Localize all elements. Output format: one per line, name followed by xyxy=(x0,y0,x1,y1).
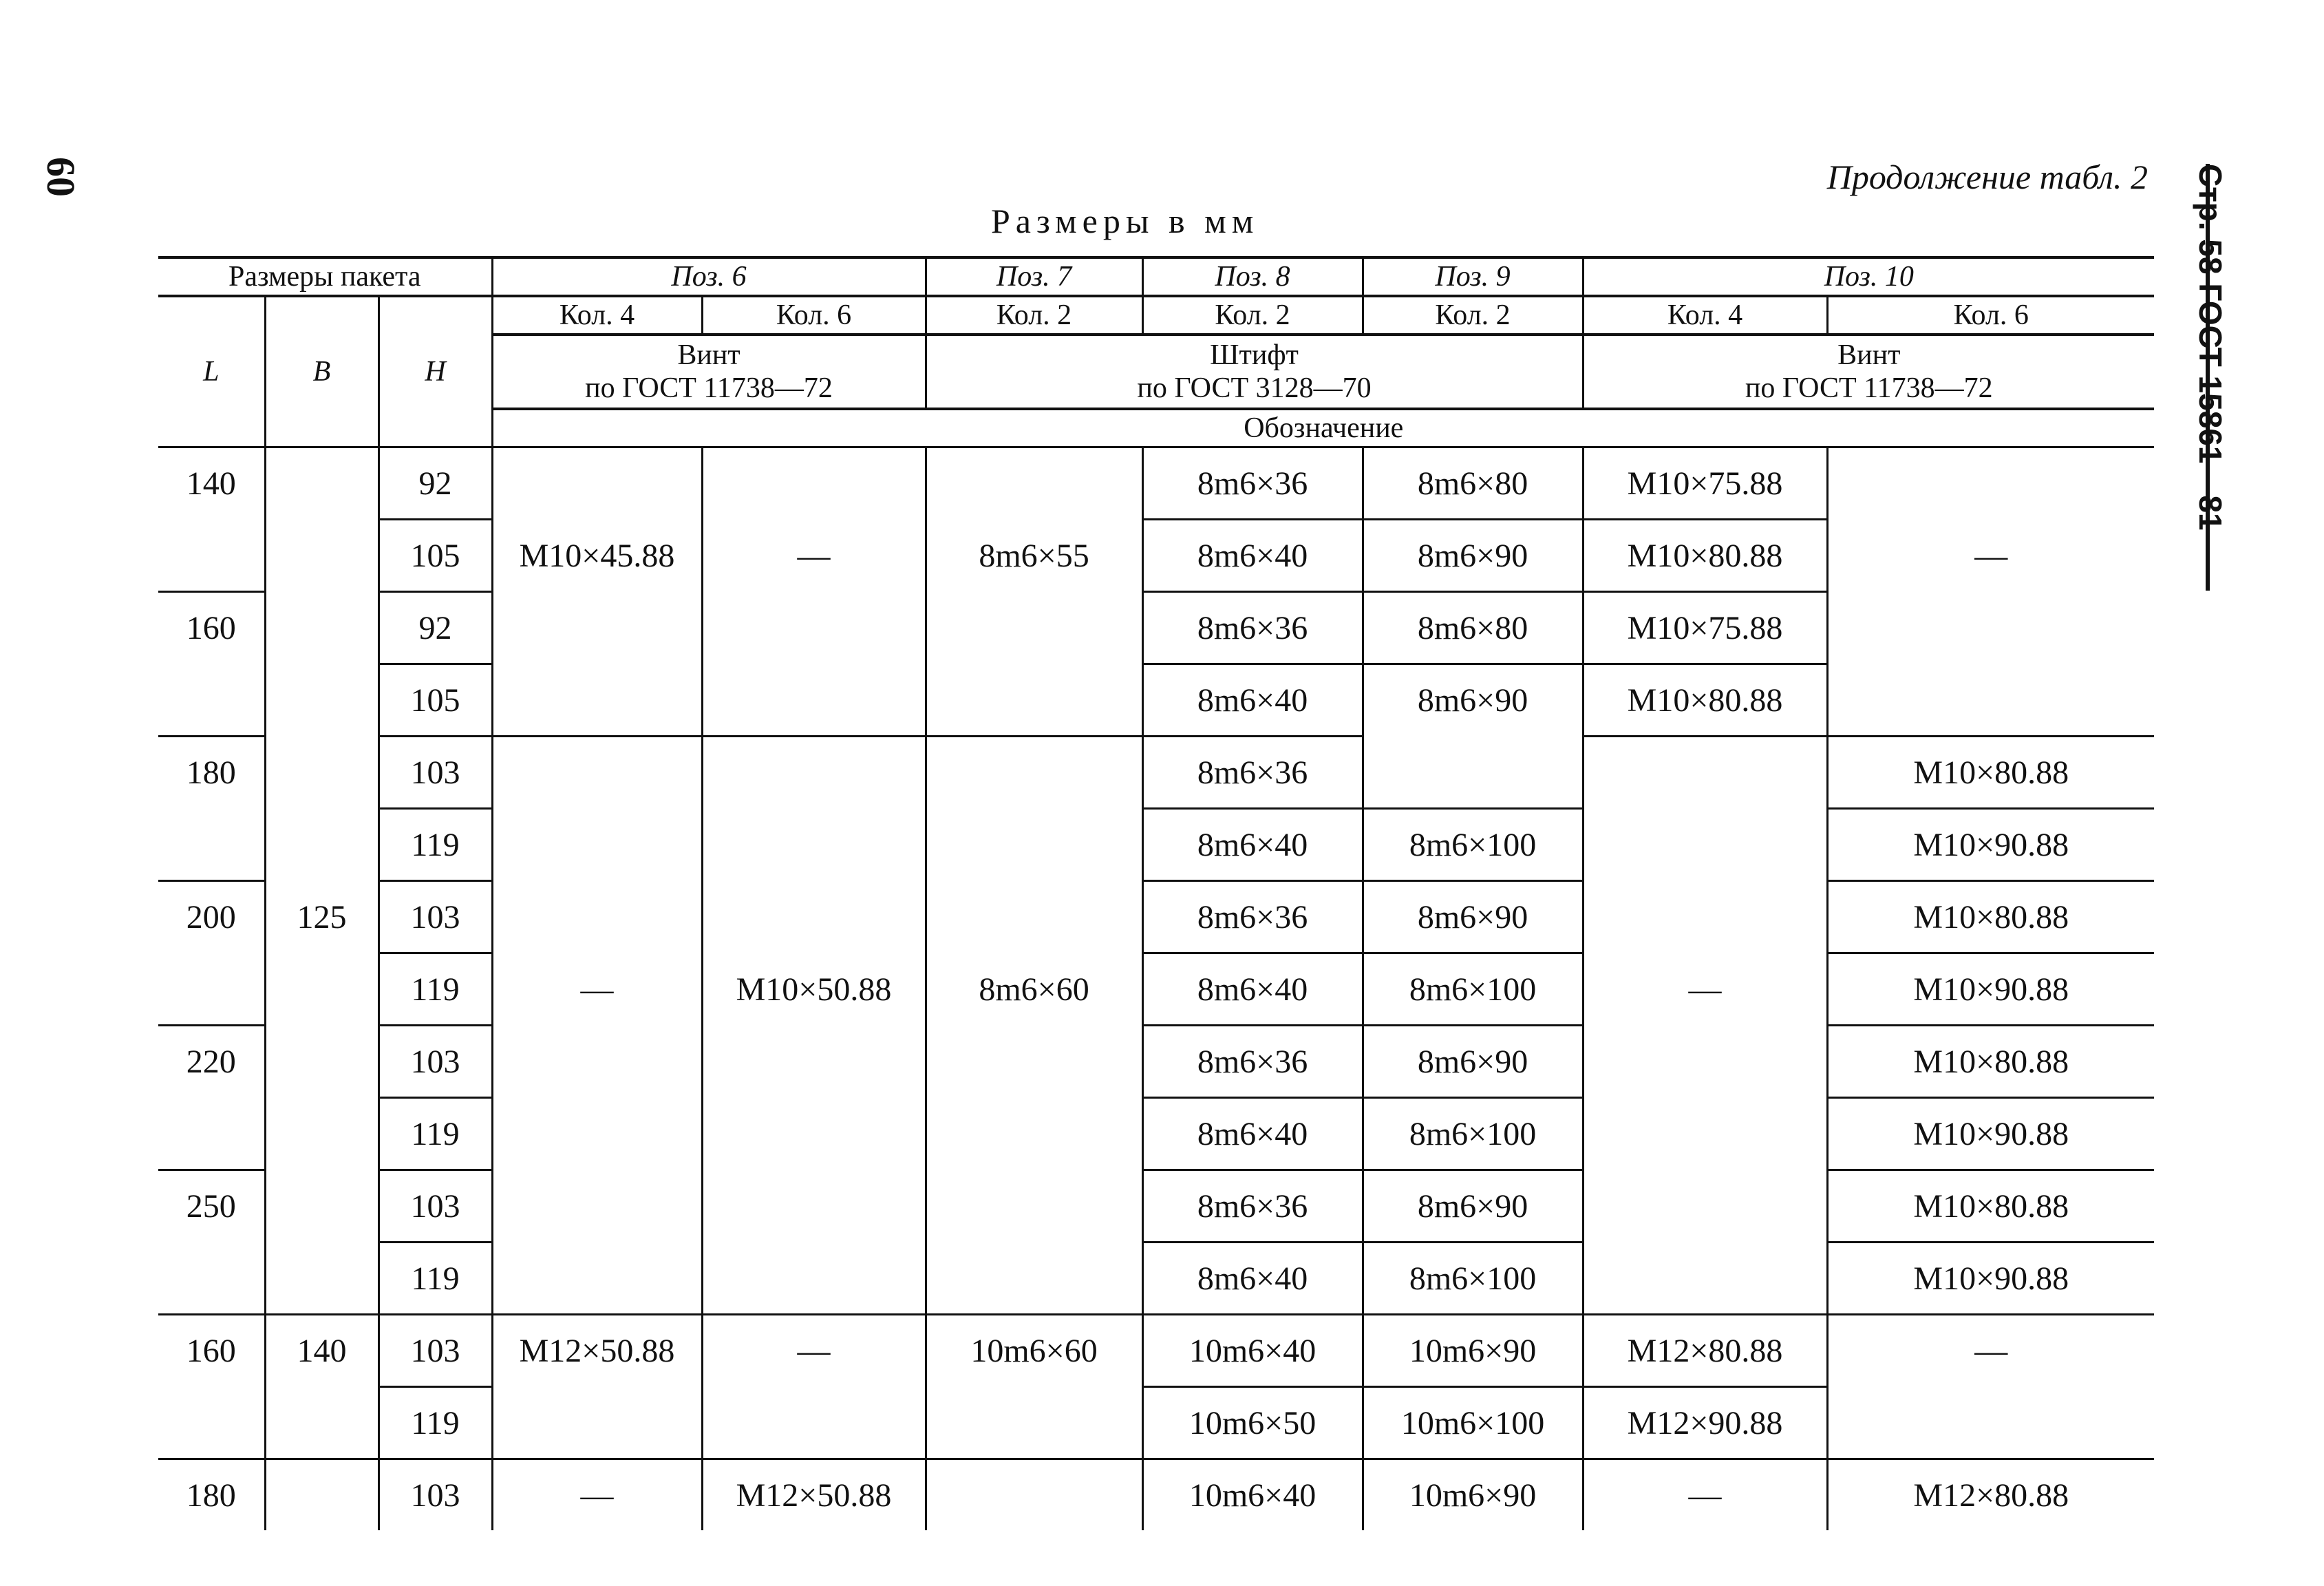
cell-p8: 10m6×50 xyxy=(1142,1387,1363,1459)
vint-label-10: Винт xyxy=(1837,339,1901,371)
cell-p8: 8m6×40 xyxy=(1142,953,1363,1026)
cell-B xyxy=(265,447,379,520)
cell-L xyxy=(158,1387,265,1459)
cell-L: 250 xyxy=(186,1188,236,1225)
cell-p6b xyxy=(702,592,926,664)
cell-p6a xyxy=(492,1098,702,1170)
cell-p8: 8m6×36 xyxy=(1142,592,1363,664)
cell-p9: 8m6×90 xyxy=(1363,1026,1583,1098)
table-row xyxy=(158,1243,2154,1315)
cell-B xyxy=(265,1387,379,1459)
cell-p10a xyxy=(1583,737,1827,809)
cell-B xyxy=(265,1459,379,1531)
table-row xyxy=(158,664,2154,737)
cell-H: 103 xyxy=(379,1170,492,1243)
cell-p6b xyxy=(702,664,926,737)
table-row xyxy=(158,809,2154,881)
cell-p9: 8m6×90 xyxy=(1363,664,1583,737)
poz9-header: Поз. 9 xyxy=(1363,257,1583,296)
cell-p10a xyxy=(1583,1243,1827,1315)
shtift-header xyxy=(926,335,1583,409)
cell-p7: 10m6×60 xyxy=(926,1315,1142,1387)
cell-p6b: — xyxy=(702,1315,926,1387)
continuation-caption: Продолжение табл. 2 xyxy=(1826,158,2148,196)
table-row xyxy=(158,1170,2154,1243)
cell-L xyxy=(158,520,265,592)
cell-p10a: M12×90.88 xyxy=(1583,1387,1827,1459)
cell-p9: 8m6×80 xyxy=(1363,447,1583,520)
table-row xyxy=(158,881,2154,953)
table-row xyxy=(158,953,2154,1026)
cell-p10a xyxy=(1583,881,1827,953)
cell-p6b: M12×50.88 xyxy=(702,1459,926,1531)
cell-p6b: — xyxy=(702,520,926,592)
shtift-gost: по ГОСТ 3128—70 xyxy=(1137,372,1372,404)
cell-p10b xyxy=(1827,592,2154,664)
cell-p8: 8m6×36 xyxy=(1142,737,1363,809)
poz6-header: Поз. 6 xyxy=(492,257,926,296)
cell-B xyxy=(265,1243,379,1315)
dimensions-caption: Размеры в мм xyxy=(991,202,1259,240)
cell-B xyxy=(265,664,379,737)
cell-p7 xyxy=(926,1459,1142,1531)
cell-p6a: — xyxy=(492,953,702,1026)
cell-L: 160 xyxy=(186,610,236,647)
cell-H: 103 xyxy=(379,881,492,953)
fastener-table xyxy=(158,256,2154,1530)
cell-p6b xyxy=(702,1243,926,1315)
cell-p6b xyxy=(702,1387,926,1459)
cell-p6a xyxy=(492,1243,702,1315)
cell-L: 160 xyxy=(186,1333,236,1370)
cell-L: 200 xyxy=(186,899,236,936)
cell-B xyxy=(265,1098,379,1170)
cell-p6a xyxy=(492,592,702,664)
table-row xyxy=(158,737,2154,809)
cell-p8: 8m6×36 xyxy=(1142,1026,1363,1098)
col-L-label: L xyxy=(203,356,220,388)
side-reference-text: Стр. 58 ГОСТ 15861—81 xyxy=(2193,164,2228,531)
cell-p9: 10m6×90 xyxy=(1363,1315,1583,1387)
cell-L xyxy=(158,1243,265,1315)
cell-L xyxy=(158,1098,265,1170)
cell-H: 119 xyxy=(379,1098,492,1170)
cell-p6b xyxy=(702,881,926,953)
cell-p6a: M10×45.88 xyxy=(492,520,702,592)
cell-p6a xyxy=(492,737,702,809)
cell-p10a: M10×75.88 xyxy=(1583,592,1827,664)
cell-p6b xyxy=(702,737,926,809)
cell-L: 180 xyxy=(186,754,236,792)
cell-B xyxy=(265,520,379,592)
cell-p10b xyxy=(1827,1387,2154,1459)
cell-B xyxy=(265,737,379,809)
cell-p7 xyxy=(926,1098,1142,1170)
poz9-kol2: Кол. 2 xyxy=(1363,296,1583,335)
cell-H: 92 xyxy=(379,447,492,520)
cell-p7 xyxy=(926,1170,1142,1243)
cell-p7 xyxy=(926,737,1142,809)
cell-p8: 8m6×40 xyxy=(1142,520,1363,592)
cell-B xyxy=(265,1026,379,1098)
cell-p10b xyxy=(1827,664,2154,737)
side-reference xyxy=(2193,164,2237,591)
cell-p8: 10m6×40 xyxy=(1142,1459,1363,1531)
poz7-header: Поз. 7 xyxy=(926,257,1142,296)
cell-L: 180 xyxy=(186,1477,236,1514)
cell-p10a xyxy=(1583,1026,1827,1098)
poz10-kol6: Кол. 6 xyxy=(1827,296,2154,335)
cell-p9: 8m6×80 xyxy=(1363,592,1583,664)
cell-p8: 8m6×40 xyxy=(1142,809,1363,881)
col-H-label: H xyxy=(425,356,446,388)
cell-L: 220 xyxy=(186,1044,236,1081)
cell-p6a: — xyxy=(492,1459,702,1531)
cell-p6a xyxy=(492,1026,702,1098)
cell-p6a xyxy=(492,1170,702,1243)
cell-H: 105 xyxy=(379,520,492,592)
cell-p7 xyxy=(926,447,1142,520)
cell-p8: 8m6×36 xyxy=(1142,881,1363,953)
cell-p7: 8m6×60 xyxy=(926,953,1142,1026)
cell-B xyxy=(265,809,379,881)
cell-p10a: M10×75.88 xyxy=(1583,447,1827,520)
poz6-kol4: Кол. 4 xyxy=(492,296,702,335)
cell-p6a xyxy=(492,447,702,520)
shtift-label: Штифт xyxy=(1210,339,1299,371)
cell-B: 140 xyxy=(265,1315,379,1387)
cell-H: 105 xyxy=(379,664,492,737)
cell-B xyxy=(265,953,379,1026)
col-H xyxy=(379,296,492,447)
cell-p9: 8m6×90 xyxy=(1363,1170,1583,1243)
cell-p10a xyxy=(1583,1098,1827,1170)
cell-p9: 8m6×100 xyxy=(1363,809,1583,881)
cell-p6b: M10×50.88 xyxy=(702,953,926,1026)
cell-p6b xyxy=(702,1098,926,1170)
cell-p7 xyxy=(926,592,1142,664)
cell-p10b xyxy=(1827,447,2154,520)
cell-L xyxy=(158,809,265,881)
cell-H: 103 xyxy=(379,1459,492,1531)
cell-p10b: M10×90.88 xyxy=(1827,1098,2154,1170)
cell-p8: 8m6×40 xyxy=(1142,1098,1363,1170)
cell-p9: 8m6×90 xyxy=(1363,881,1583,953)
cell-L xyxy=(158,953,265,1026)
cell-p10b: M10×80.88 xyxy=(1827,881,2154,953)
cell-p10b: — xyxy=(1827,1315,2154,1387)
cell-p8: 8m6×40 xyxy=(1142,1243,1363,1315)
vint-gost-10: по ГОСТ 11738—72 xyxy=(1745,372,1993,404)
cell-p10b: M10×80.88 xyxy=(1827,1170,2154,1243)
poz8-kol2: Кол. 2 xyxy=(1142,296,1363,335)
table-row xyxy=(158,1387,2154,1459)
cell-p6a xyxy=(492,1387,702,1459)
cell-p9 xyxy=(1363,737,1583,809)
table-body xyxy=(158,447,2154,1531)
cell-p7 xyxy=(926,1243,1142,1315)
cell-p7 xyxy=(926,1026,1142,1098)
cell-p6a xyxy=(492,664,702,737)
poz8-header: Поз. 8 xyxy=(1142,257,1363,296)
cell-p6a xyxy=(492,881,702,953)
cell-p10a xyxy=(1583,1170,1827,1243)
cell-p9: 10m6×100 xyxy=(1363,1387,1583,1459)
cell-p7 xyxy=(926,1387,1142,1459)
cell-p10a: — xyxy=(1583,1459,1827,1531)
cell-p10a xyxy=(1583,809,1827,881)
vint-header-6 xyxy=(492,335,926,409)
table-row xyxy=(158,1315,2154,1387)
poz7-kol2: Кол. 2 xyxy=(926,296,1142,335)
cell-p10a: M10×80.88 xyxy=(1583,520,1827,592)
cell-p10b: M10×90.88 xyxy=(1827,953,2154,1026)
cell-H: 119 xyxy=(379,953,492,1026)
table-row xyxy=(158,520,2154,592)
table-row xyxy=(158,592,2154,664)
cell-p6a: M12×50.88 xyxy=(492,1315,702,1387)
cell-L: 140 xyxy=(186,465,236,503)
cell-p7 xyxy=(926,664,1142,737)
cell-p10a: M12×80.88 xyxy=(1583,1315,1827,1387)
cell-p10a: M10×80.88 xyxy=(1583,664,1827,737)
cell-B xyxy=(265,592,379,664)
table-row xyxy=(158,447,2154,520)
cell-p7 xyxy=(926,881,1142,953)
cell-p7: 8m6×55 xyxy=(926,520,1142,592)
designation-header: Обозначение xyxy=(492,409,2154,447)
cell-p8: 8m6×36 xyxy=(1142,1170,1363,1243)
col-L xyxy=(158,296,265,447)
col-B-label: B xyxy=(312,356,331,388)
cell-p9: 8m6×90 xyxy=(1363,520,1583,592)
cell-p7 xyxy=(926,809,1142,881)
vint-gost-6: по ГОСТ 11738—72 xyxy=(585,372,833,404)
cell-L xyxy=(158,664,265,737)
cell-p8: 10m6×40 xyxy=(1142,1315,1363,1387)
cell-p8: 8m6×36 xyxy=(1142,447,1363,520)
cell-H: 119 xyxy=(379,809,492,881)
cell-p10b: — xyxy=(1827,520,2154,592)
package-header: Размеры пакета xyxy=(158,257,492,296)
cell-H: 119 xyxy=(379,1387,492,1459)
table-row xyxy=(158,1026,2154,1098)
col-B xyxy=(265,296,379,447)
cell-p10b: M10×80.88 xyxy=(1827,1026,2154,1098)
cell-p6b xyxy=(702,809,926,881)
cell-p8: 8m6×40 xyxy=(1142,664,1363,737)
cell-H: 119 xyxy=(379,1243,492,1315)
cell-p10b: M10×90.88 xyxy=(1827,1243,2154,1315)
cell-H: 92 xyxy=(379,592,492,664)
cell-p10b: M12×80.88 xyxy=(1827,1459,2154,1531)
cell-H: 103 xyxy=(379,1315,492,1387)
cell-p10a: — xyxy=(1583,953,1827,1026)
table-row xyxy=(158,1459,2154,1531)
page-number: 60 xyxy=(39,157,83,197)
cell-p9: 8m6×100 xyxy=(1363,1243,1583,1315)
cell-p6b xyxy=(702,1026,926,1098)
cell-p6a xyxy=(492,809,702,881)
cell-p10b: M10×90.88 xyxy=(1827,809,2154,881)
table-header xyxy=(158,257,2154,447)
vint-header-10 xyxy=(1583,335,2154,409)
cell-B: 125 xyxy=(265,881,379,953)
cell-p6b xyxy=(702,447,926,520)
poz10-kol4: Кол. 4 xyxy=(1583,296,1827,335)
cell-p10b: M10×80.88 xyxy=(1827,737,2154,809)
cell-p9: 8m6×100 xyxy=(1363,953,1583,1026)
poz10-header: Поз. 10 xyxy=(1583,257,2154,296)
vint-label-6: Винт xyxy=(677,339,740,371)
cell-p6b xyxy=(702,1170,926,1243)
cell-H: 103 xyxy=(379,1026,492,1098)
cell-p9: 8m6×100 xyxy=(1363,1098,1583,1170)
table-row xyxy=(158,1098,2154,1170)
cell-p9: 10m6×90 xyxy=(1363,1459,1583,1531)
poz6-kol6: Кол. 6 xyxy=(702,296,926,335)
cell-B xyxy=(265,1170,379,1243)
cell-H: 103 xyxy=(379,737,492,809)
